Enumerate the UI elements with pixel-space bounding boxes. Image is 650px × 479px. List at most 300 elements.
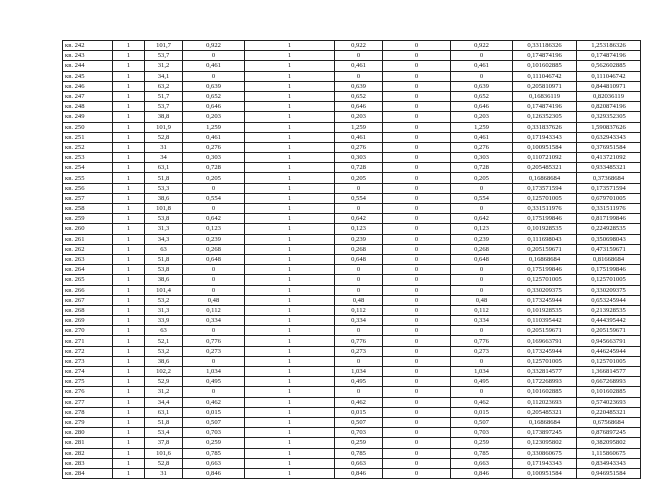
count-cell: 1 bbox=[113, 397, 145, 407]
value-a-cell: 0,461 bbox=[183, 61, 245, 71]
count-cell: 1 bbox=[113, 305, 145, 315]
value-a-cell: 0,015 bbox=[183, 407, 245, 417]
share-cell: 0,100951584 bbox=[513, 468, 577, 478]
value-c-cell: 0,462 bbox=[451, 397, 513, 407]
total-cell: 0,224928535 bbox=[577, 224, 641, 234]
value-b-cell: 0,646 bbox=[335, 102, 383, 112]
factor-cell: 1 bbox=[245, 305, 335, 315]
share-cell: 0,330209375 bbox=[513, 285, 577, 295]
area-cell: 63 bbox=[145, 244, 183, 254]
value-a-cell: 0,922 bbox=[183, 41, 245, 51]
total-cell: 0,175199846 bbox=[577, 265, 641, 275]
value-a-cell: 0,268 bbox=[183, 244, 245, 254]
apartment-cell: кв. 242 bbox=[63, 41, 113, 51]
count-cell: 1 bbox=[113, 71, 145, 81]
value-a-cell: 0,123 bbox=[183, 224, 245, 234]
area-cell: 51,7 bbox=[145, 91, 183, 101]
count-cell: 1 bbox=[113, 254, 145, 264]
apartment-cell: кв. 275 bbox=[63, 377, 113, 387]
table-row bbox=[63, 204, 641, 214]
value-b-cell: 0 bbox=[335, 204, 383, 214]
zero-cell: 0 bbox=[383, 254, 451, 264]
apartment-cell: кв. 247 bbox=[63, 91, 113, 101]
value-b-cell: 0,922 bbox=[335, 41, 383, 51]
table-row bbox=[63, 275, 641, 285]
apartment-cell: кв. 243 bbox=[63, 51, 113, 61]
value-a-cell: 0,507 bbox=[183, 417, 245, 427]
value-a-cell: 0,259 bbox=[183, 438, 245, 448]
area-cell: 38,6 bbox=[145, 193, 183, 203]
value-c-cell: 0 bbox=[451, 51, 513, 61]
value-c-cell: 1,034 bbox=[451, 367, 513, 377]
apartment-cell: кв. 256 bbox=[63, 183, 113, 193]
count-cell: 1 bbox=[113, 81, 145, 91]
table-row bbox=[63, 407, 641, 417]
value-b-cell: 0,259 bbox=[335, 438, 383, 448]
factor-cell: 1 bbox=[245, 275, 335, 285]
factor-cell: 1 bbox=[245, 377, 335, 387]
apartment-cell: кв. 279 bbox=[63, 417, 113, 427]
count-cell: 1 bbox=[113, 316, 145, 326]
table-row bbox=[63, 163, 641, 173]
total-cell: 0,679701005 bbox=[577, 193, 641, 203]
total-cell: 0,125701005 bbox=[577, 356, 641, 366]
zero-cell: 0 bbox=[383, 173, 451, 183]
apartment-cell: кв. 272 bbox=[63, 346, 113, 356]
table-row bbox=[63, 346, 641, 356]
zero-cell: 0 bbox=[383, 407, 451, 417]
zero-cell: 0 bbox=[383, 112, 451, 122]
value-a-cell: 0,273 bbox=[183, 346, 245, 356]
value-b-cell: 0 bbox=[335, 51, 383, 61]
apartment-cell: кв. 251 bbox=[63, 132, 113, 142]
value-b-cell: 0,728 bbox=[335, 163, 383, 173]
zero-cell: 0 bbox=[383, 356, 451, 366]
zero-cell: 0 bbox=[383, 81, 451, 91]
value-a-cell: 0,203 bbox=[183, 112, 245, 122]
apartment-cell: кв. 259 bbox=[63, 214, 113, 224]
value-c-cell: 0,205 bbox=[451, 173, 513, 183]
share-cell: 0,331511976 bbox=[513, 204, 577, 214]
total-cell: 0,173571594 bbox=[577, 183, 641, 193]
value-b-cell: 0,495 bbox=[335, 377, 383, 387]
table-row bbox=[63, 41, 641, 51]
value-b-cell: 0,554 bbox=[335, 193, 383, 203]
table-body bbox=[63, 41, 641, 479]
share-cell: 0,111698043 bbox=[513, 234, 577, 244]
table-row bbox=[63, 316, 641, 326]
value-a-cell: 0,663 bbox=[183, 458, 245, 468]
share-cell: 0,16836119 bbox=[513, 91, 577, 101]
share-cell: 0,125701005 bbox=[513, 275, 577, 285]
value-b-cell: 0,303 bbox=[335, 153, 383, 163]
zero-cell: 0 bbox=[383, 244, 451, 254]
factor-cell: 1 bbox=[245, 407, 335, 417]
share-cell: 0,173571594 bbox=[513, 183, 577, 193]
value-b-cell: 0,776 bbox=[335, 336, 383, 346]
share-cell: 0,174874196 bbox=[513, 51, 577, 61]
value-b-cell: 0,015 bbox=[335, 407, 383, 417]
count-cell: 1 bbox=[113, 407, 145, 417]
table-row bbox=[63, 265, 641, 275]
total-cell: 0,876897245 bbox=[577, 428, 641, 438]
share-cell: 0,172268993 bbox=[513, 377, 577, 387]
table-row bbox=[63, 387, 641, 397]
factor-cell: 1 bbox=[245, 234, 335, 244]
table-row bbox=[63, 193, 641, 203]
value-b-cell: 0,273 bbox=[335, 346, 383, 356]
share-cell: 0,110395442 bbox=[513, 316, 577, 326]
area-cell: 31 bbox=[145, 468, 183, 478]
apartment-cell: кв. 245 bbox=[63, 71, 113, 81]
count-cell: 1 bbox=[113, 173, 145, 183]
share-cell: 0,205159671 bbox=[513, 244, 577, 254]
area-cell: 52,1 bbox=[145, 336, 183, 346]
value-c-cell: 0,461 bbox=[451, 132, 513, 142]
count-cell: 1 bbox=[113, 193, 145, 203]
apartment-cell: кв. 270 bbox=[63, 326, 113, 336]
table-row bbox=[63, 234, 641, 244]
zero-cell: 0 bbox=[383, 305, 451, 315]
count-cell: 1 bbox=[113, 183, 145, 193]
factor-cell: 1 bbox=[245, 163, 335, 173]
share-cell: 0,16868684 bbox=[513, 173, 577, 183]
zero-cell: 0 bbox=[383, 41, 451, 51]
count-cell: 1 bbox=[113, 336, 145, 346]
area-cell: 101,8 bbox=[145, 204, 183, 214]
zero-cell: 0 bbox=[383, 468, 451, 478]
value-b-cell: 0,461 bbox=[335, 61, 383, 71]
total-cell: 0,632943343 bbox=[577, 132, 641, 142]
zero-cell: 0 bbox=[383, 153, 451, 163]
value-c-cell: 0 bbox=[451, 183, 513, 193]
count-cell: 1 bbox=[113, 275, 145, 285]
factor-cell: 1 bbox=[245, 316, 335, 326]
value-a-cell: 0,639 bbox=[183, 81, 245, 91]
total-cell: 0,67568684 bbox=[577, 417, 641, 427]
value-b-cell: 0,203 bbox=[335, 112, 383, 122]
value-c-cell: 0,268 bbox=[451, 244, 513, 254]
value-a-cell: 0 bbox=[183, 71, 245, 81]
zero-cell: 0 bbox=[383, 295, 451, 305]
count-cell: 1 bbox=[113, 428, 145, 438]
apartment-cell: кв. 280 bbox=[63, 428, 113, 438]
zero-cell: 0 bbox=[383, 132, 451, 142]
value-b-cell: 0,639 bbox=[335, 81, 383, 91]
apartment-cell: кв. 257 bbox=[63, 193, 113, 203]
table-row bbox=[63, 224, 641, 234]
value-b-cell: 0,461 bbox=[335, 132, 383, 142]
value-c-cell: 0,922 bbox=[451, 41, 513, 51]
factor-cell: 1 bbox=[245, 122, 335, 132]
apartment-cell: кв. 276 bbox=[63, 387, 113, 397]
factor-cell: 1 bbox=[245, 214, 335, 224]
zero-cell: 0 bbox=[383, 234, 451, 244]
count-cell: 1 bbox=[113, 244, 145, 254]
total-cell: 0,350698043 bbox=[577, 234, 641, 244]
total-cell: 0,125701005 bbox=[577, 275, 641, 285]
zero-cell: 0 bbox=[383, 183, 451, 193]
value-a-cell: 0,776 bbox=[183, 336, 245, 346]
zero-cell: 0 bbox=[383, 224, 451, 234]
total-cell: 0,376951584 bbox=[577, 142, 641, 152]
factor-cell: 1 bbox=[245, 336, 335, 346]
value-b-cell: 0,846 bbox=[335, 468, 383, 478]
total-cell: 1,590837626 bbox=[577, 122, 641, 132]
factor-cell: 1 bbox=[245, 346, 335, 356]
table-row bbox=[63, 254, 641, 264]
area-cell: 102,2 bbox=[145, 367, 183, 377]
share-cell: 0,101602885 bbox=[513, 61, 577, 71]
apartment-cell: кв. 261 bbox=[63, 234, 113, 244]
value-c-cell: 0,703 bbox=[451, 428, 513, 438]
table-row bbox=[63, 326, 641, 336]
factor-cell: 1 bbox=[245, 367, 335, 377]
value-c-cell: 0,123 bbox=[451, 224, 513, 234]
zero-cell: 0 bbox=[383, 428, 451, 438]
value-b-cell: 0,205 bbox=[335, 173, 383, 183]
factor-cell: 1 bbox=[245, 204, 335, 214]
apartment-cell: кв. 269 bbox=[63, 316, 113, 326]
factor-cell: 1 bbox=[245, 132, 335, 142]
share-cell: 0,205810971 bbox=[513, 81, 577, 91]
value-a-cell: 0,703 bbox=[183, 428, 245, 438]
table-row bbox=[63, 51, 641, 61]
area-cell: 51,8 bbox=[145, 417, 183, 427]
value-b-cell: 0,648 bbox=[335, 254, 383, 264]
count-cell: 1 bbox=[113, 417, 145, 427]
factor-cell: 1 bbox=[245, 448, 335, 458]
apartment-cell: кв. 253 bbox=[63, 153, 113, 163]
area-cell: 53,2 bbox=[145, 295, 183, 305]
apartment-cell: кв. 244 bbox=[63, 61, 113, 71]
factor-cell: 1 bbox=[245, 265, 335, 275]
value-c-cell: 0,507 bbox=[451, 417, 513, 427]
zero-cell: 0 bbox=[383, 122, 451, 132]
table-row bbox=[63, 81, 641, 91]
table-row bbox=[63, 438, 641, 448]
apartment-cell: кв. 264 bbox=[63, 265, 113, 275]
factor-cell: 1 bbox=[245, 142, 335, 152]
share-cell: 0,112023693 bbox=[513, 397, 577, 407]
factor-cell: 1 bbox=[245, 153, 335, 163]
value-b-cell: 0,268 bbox=[335, 244, 383, 254]
value-c-cell: 0,203 bbox=[451, 112, 513, 122]
value-a-cell: 1,259 bbox=[183, 122, 245, 132]
zero-cell: 0 bbox=[383, 316, 451, 326]
count-cell: 1 bbox=[113, 204, 145, 214]
total-cell: 0,174874196 bbox=[577, 51, 641, 61]
value-a-cell: 1,034 bbox=[183, 367, 245, 377]
apartment-cell: кв. 265 bbox=[63, 275, 113, 285]
value-c-cell: 0 bbox=[451, 387, 513, 397]
total-cell: 0,562602885 bbox=[577, 61, 641, 71]
value-c-cell: 0,461 bbox=[451, 61, 513, 71]
table-row bbox=[63, 142, 641, 152]
zero-cell: 0 bbox=[383, 285, 451, 295]
value-a-cell: 0,652 bbox=[183, 91, 245, 101]
total-cell: 0,329352305 bbox=[577, 112, 641, 122]
zero-cell: 0 bbox=[383, 91, 451, 101]
zero-cell: 0 bbox=[383, 71, 451, 81]
share-cell: 0,126352305 bbox=[513, 112, 577, 122]
share-cell: 0,205159671 bbox=[513, 326, 577, 336]
share-cell: 0,16868684 bbox=[513, 417, 577, 427]
table-row bbox=[63, 153, 641, 163]
factor-cell: 1 bbox=[245, 61, 335, 71]
area-cell: 34,1 bbox=[145, 71, 183, 81]
total-cell: 0,220485321 bbox=[577, 407, 641, 417]
total-cell: 0,945663791 bbox=[577, 336, 641, 346]
area-cell: 53,3 bbox=[145, 183, 183, 193]
area-cell: 31,3 bbox=[145, 224, 183, 234]
area-cell: 31,2 bbox=[145, 61, 183, 71]
area-cell: 53,2 bbox=[145, 346, 183, 356]
value-a-cell: 0,112 bbox=[183, 305, 245, 315]
apartment-cell: кв. 283 bbox=[63, 458, 113, 468]
value-b-cell: 0,507 bbox=[335, 417, 383, 427]
share-cell: 0,205485321 bbox=[513, 407, 577, 417]
zero-cell: 0 bbox=[383, 163, 451, 173]
area-cell: 101,7 bbox=[145, 41, 183, 51]
count-cell: 1 bbox=[113, 61, 145, 71]
area-cell: 53,7 bbox=[145, 51, 183, 61]
share-cell: 0,330860675 bbox=[513, 448, 577, 458]
value-a-cell: 0,554 bbox=[183, 193, 245, 203]
table-row bbox=[63, 132, 641, 142]
share-cell: 0,205485321 bbox=[513, 163, 577, 173]
value-b-cell: 0,112 bbox=[335, 305, 383, 315]
value-a-cell: 0,276 bbox=[183, 142, 245, 152]
total-cell: 0,213928535 bbox=[577, 305, 641, 315]
value-c-cell: 0,728 bbox=[451, 163, 513, 173]
area-cell: 63 bbox=[145, 326, 183, 336]
total-cell: 0,413721092 bbox=[577, 153, 641, 163]
value-b-cell: 0,48 bbox=[335, 295, 383, 305]
area-cell: 33,9 bbox=[145, 316, 183, 326]
table-row bbox=[63, 244, 641, 254]
factor-cell: 1 bbox=[245, 81, 335, 91]
apartment-cell: кв. 274 bbox=[63, 367, 113, 377]
zero-cell: 0 bbox=[383, 51, 451, 61]
factor-cell: 1 bbox=[245, 183, 335, 193]
total-cell: 0,101602885 bbox=[577, 387, 641, 397]
total-cell: 0,382095802 bbox=[577, 438, 641, 448]
apartment-cell: кв. 252 bbox=[63, 142, 113, 152]
value-c-cell: 0 bbox=[451, 275, 513, 285]
value-b-cell: 0,785 bbox=[335, 448, 383, 458]
value-a-cell: 0 bbox=[183, 51, 245, 61]
total-cell: 1,366814577 bbox=[577, 367, 641, 377]
total-cell: 0,82036119 bbox=[577, 91, 641, 101]
zero-cell: 0 bbox=[383, 367, 451, 377]
share-cell: 0,173245944 bbox=[513, 295, 577, 305]
apartment-cell: кв. 278 bbox=[63, 407, 113, 417]
factor-cell: 1 bbox=[245, 356, 335, 366]
total-cell: 0,111046742 bbox=[577, 71, 641, 81]
value-c-cell: 0,259 bbox=[451, 438, 513, 448]
apartment-cell: кв. 246 bbox=[63, 81, 113, 91]
total-cell: 0,331511976 bbox=[577, 204, 641, 214]
total-cell: 0,946951584 bbox=[577, 468, 641, 478]
value-b-cell: 0,663 bbox=[335, 458, 383, 468]
value-c-cell: 1,259 bbox=[451, 122, 513, 132]
factor-cell: 1 bbox=[245, 387, 335, 397]
area-cell: 52,8 bbox=[145, 132, 183, 142]
value-b-cell: 0,123 bbox=[335, 224, 383, 234]
value-a-cell: 0,785 bbox=[183, 448, 245, 458]
apartment-cell: кв. 268 bbox=[63, 305, 113, 315]
factor-cell: 1 bbox=[245, 112, 335, 122]
count-cell: 1 bbox=[113, 91, 145, 101]
count-cell: 1 bbox=[113, 356, 145, 366]
value-a-cell: 0,239 bbox=[183, 234, 245, 244]
value-c-cell: 0,846 bbox=[451, 468, 513, 478]
value-c-cell: 0 bbox=[451, 204, 513, 214]
zero-cell: 0 bbox=[383, 61, 451, 71]
value-a-cell: 0,303 bbox=[183, 153, 245, 163]
value-c-cell: 0,785 bbox=[451, 448, 513, 458]
value-c-cell: 0 bbox=[451, 356, 513, 366]
value-c-cell: 0,495 bbox=[451, 377, 513, 387]
factor-cell: 1 bbox=[245, 397, 335, 407]
factor-cell: 1 bbox=[245, 244, 335, 254]
area-cell: 53,8 bbox=[145, 214, 183, 224]
apartment-cell: кв. 249 bbox=[63, 112, 113, 122]
value-c-cell: 0,646 bbox=[451, 102, 513, 112]
value-a-cell: 0,461 bbox=[183, 132, 245, 142]
count-cell: 1 bbox=[113, 468, 145, 478]
table-row bbox=[63, 91, 641, 101]
apartment-cell: кв. 258 bbox=[63, 204, 113, 214]
value-c-cell: 0,334 bbox=[451, 316, 513, 326]
share-cell: 0,101928535 bbox=[513, 305, 577, 315]
factor-cell: 1 bbox=[245, 173, 335, 183]
value-b-cell: 0,652 bbox=[335, 91, 383, 101]
factor-cell: 1 bbox=[245, 91, 335, 101]
area-cell: 31,2 bbox=[145, 387, 183, 397]
share-cell: 0,16868684 bbox=[513, 254, 577, 264]
apartment-cell: кв. 262 bbox=[63, 244, 113, 254]
value-b-cell: 1,259 bbox=[335, 122, 383, 132]
total-cell: 0,834943343 bbox=[577, 458, 641, 468]
total-cell: 1,115860675 bbox=[577, 448, 641, 458]
zero-cell: 0 bbox=[383, 275, 451, 285]
share-cell: 0,125701005 bbox=[513, 356, 577, 366]
value-b-cell: 0 bbox=[335, 285, 383, 295]
count-cell: 1 bbox=[113, 153, 145, 163]
area-cell: 34,3 bbox=[145, 234, 183, 244]
value-b-cell: 1,034 bbox=[335, 367, 383, 377]
apartment-cell: кв. 282 bbox=[63, 448, 113, 458]
table-row bbox=[63, 356, 641, 366]
count-cell: 1 bbox=[113, 142, 145, 152]
total-cell: 0,446245944 bbox=[577, 346, 641, 356]
area-cell: 37,8 bbox=[145, 438, 183, 448]
count-cell: 1 bbox=[113, 122, 145, 132]
share-cell: 0,125701005 bbox=[513, 193, 577, 203]
share-cell: 0,331186326 bbox=[513, 41, 577, 51]
count-cell: 1 bbox=[113, 214, 145, 224]
zero-cell: 0 bbox=[383, 458, 451, 468]
area-cell: 63,2 bbox=[145, 81, 183, 91]
area-cell: 31 bbox=[145, 142, 183, 152]
value-c-cell: 0,48 bbox=[451, 295, 513, 305]
value-a-cell: 0 bbox=[183, 275, 245, 285]
value-b-cell: 0 bbox=[335, 326, 383, 336]
factor-cell: 1 bbox=[245, 41, 335, 51]
area-cell: 38,6 bbox=[145, 356, 183, 366]
